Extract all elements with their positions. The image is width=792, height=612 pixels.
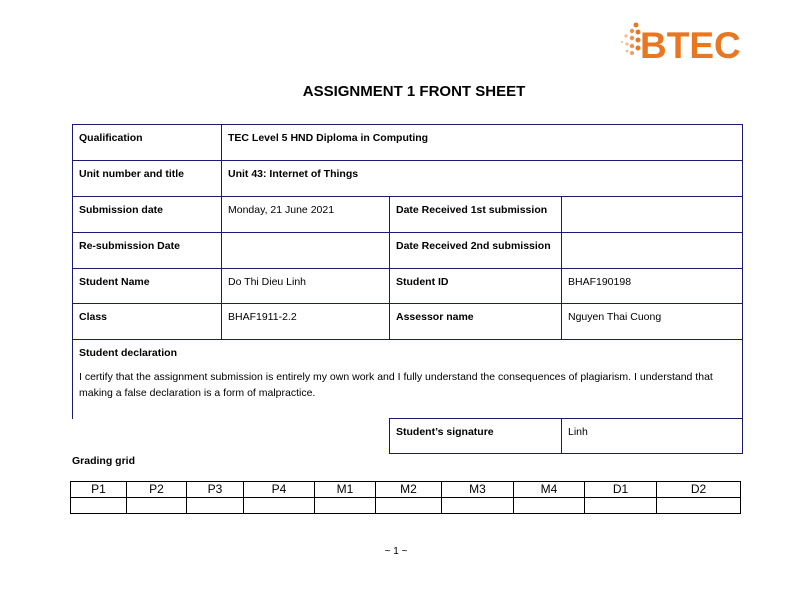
received1-label: Date Received 1st submission [389, 196, 562, 233]
grade-header-p4: P4 [243, 481, 315, 498]
grade-header-p1: P1 [70, 481, 127, 498]
unit-label: Unit number and title [72, 160, 222, 197]
grade-cell-p2 [126, 497, 187, 514]
grade-header-d2: D2 [656, 481, 741, 498]
signature-label: Student’s signature [389, 418, 562, 454]
resubmission-value [221, 232, 390, 269]
grade-header-m2: M2 [375, 481, 442, 498]
grade-cell-p1 [70, 497, 127, 514]
grade-header-m4: M4 [513, 481, 585, 498]
grading-grid-label: Grading grid [72, 455, 135, 467]
declaration-text: I certify that the assignment submission is entirely my own work and I fully understand the consequences of plagiarism. I understand that making a false declaration is a form of malpractice. [79, 371, 713, 399]
received2-label: Date Received 2nd submission [389, 232, 562, 269]
qualification-label: Qualification [72, 124, 222, 161]
logo-text: BTEC [640, 25, 741, 62]
grade-cell-m4 [513, 497, 585, 514]
grade-header-m3: M3 [441, 481, 514, 498]
grade-header-d1: D1 [584, 481, 657, 498]
submission-date-value: Monday, 21 June 2021 [221, 196, 390, 233]
student-name-value: Do Thi Dieu Linh [221, 268, 390, 304]
resubmission-label: Re-submission Date [72, 232, 222, 269]
submission-date-label: Submission date [72, 196, 222, 233]
grade-cell-d2 [656, 497, 741, 514]
assessor-label: Assessor name [389, 303, 562, 340]
qualification-value: TEC Level 5 HND Diploma in Computing [221, 124, 743, 161]
grade-cell-m3 [441, 497, 514, 514]
class-value: BHAF1911-2.2 [221, 303, 390, 340]
student-id-value: BHAF190198 [561, 268, 743, 304]
class-label: Class [72, 303, 222, 340]
grade-cell-m1 [314, 497, 376, 514]
page-title: ASSIGNMENT 1 FRONT SHEET [302, 83, 526, 100]
grade-cell-p4 [243, 497, 315, 514]
received2-value [561, 232, 743, 269]
grade-cell-p3 [186, 497, 244, 514]
declaration-box [72, 339, 743, 419]
signature-value: Linh [561, 418, 743, 454]
grade-cell-d1 [584, 497, 657, 514]
received1-value [561, 196, 743, 233]
page-number: ~ 1 ~ [384, 546, 408, 557]
declaration-label: Student declaration [79, 347, 178, 359]
btec-logo [618, 22, 743, 62]
student-name-label: Student Name [72, 268, 222, 304]
student-id-label: Student ID [389, 268, 562, 304]
grade-header-p2: P2 [126, 481, 187, 498]
grade-header-m1: M1 [314, 481, 376, 498]
assessor-value: Nguyen Thai Cuong [561, 303, 743, 340]
grade-header-p3: P3 [186, 481, 244, 498]
grade-cell-m2 [375, 497, 442, 514]
unit-value: Unit 43: Internet of Things [221, 160, 743, 197]
